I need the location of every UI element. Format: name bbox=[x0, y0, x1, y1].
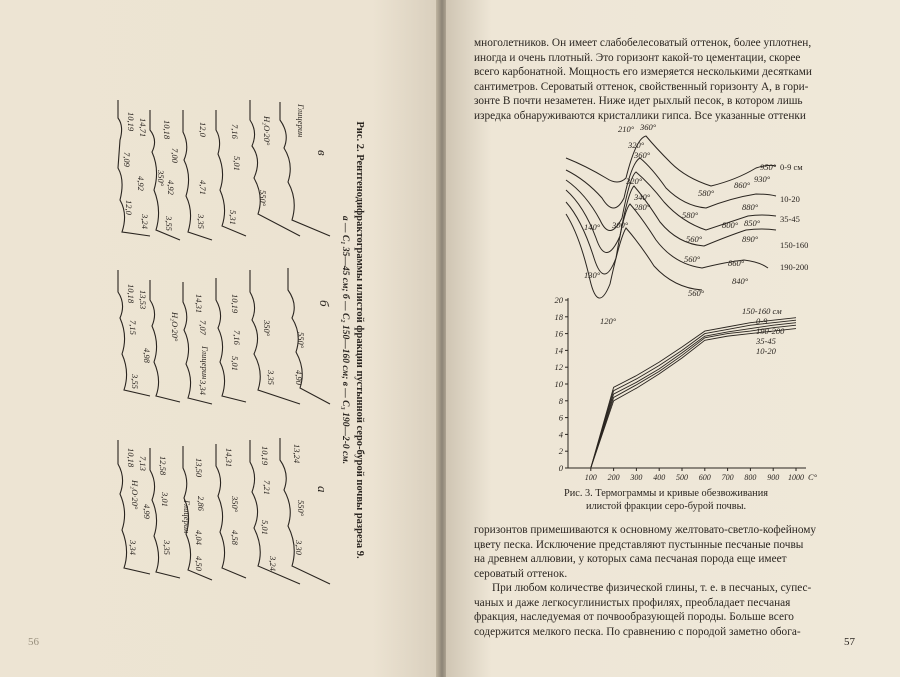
peak-label: 4,04 bbox=[194, 530, 204, 545]
legend-item: 0-9 см bbox=[780, 162, 803, 172]
x-tick-label: 600 bbox=[698, 473, 711, 482]
peak-label: 360° bbox=[634, 150, 651, 160]
peak-label: 3,34 bbox=[128, 540, 138, 555]
peak-label: 3,55 bbox=[130, 374, 140, 389]
peak-label: 3,35 bbox=[196, 214, 206, 229]
legend-item: 190-200 bbox=[780, 262, 809, 272]
peak-label: 5,01 bbox=[260, 520, 270, 535]
legend-item: 10-20 bbox=[780, 194, 800, 204]
y-tick-label: 12 bbox=[554, 362, 563, 373]
peak-label: 800° bbox=[722, 220, 739, 230]
peak-label: 4,90 bbox=[294, 370, 304, 385]
peak-label: 300° bbox=[612, 220, 629, 230]
peak-label: 7,00 bbox=[170, 148, 180, 163]
text-line: При любом количестве физической глины, т. е. в песчаных, супес- bbox=[492, 582, 812, 594]
peak-label: 12,0 bbox=[198, 122, 208, 137]
x-tick-label: 400 bbox=[653, 473, 666, 482]
y-tick-label: 8 bbox=[558, 395, 563, 406]
peak-label: 320° bbox=[626, 176, 643, 186]
x-unit-label: С° bbox=[808, 472, 818, 482]
peak-label: 14,31 bbox=[194, 294, 204, 314]
peak-label: 10,19 bbox=[260, 446, 270, 466]
y-tick-label: 18 bbox=[554, 311, 563, 322]
peak-label: 3,30 bbox=[294, 540, 304, 555]
peak-label: 4,92 bbox=[166, 180, 176, 195]
text-line: многолетников. Он имеет слабобелесоватый оттенок, более уплотнен, bbox=[474, 37, 812, 49]
legend-item: 0-9 bbox=[756, 316, 768, 326]
peak-label: 12,58 bbox=[158, 456, 168, 476]
peak-label: 550° bbox=[296, 332, 306, 349]
y-tick-label: 6 bbox=[558, 412, 563, 423]
text-line: цвету песка. Исключение представляют пустынные песчаные почвы bbox=[474, 538, 804, 551]
top-text-block bbox=[474, 36, 866, 123]
thermogram-peak-labels bbox=[584, 122, 808, 326]
peak-label: 550° bbox=[258, 190, 268, 207]
legend-item: 190-200 bbox=[756, 326, 785, 336]
peak-label: 140° bbox=[584, 222, 601, 232]
peak-label: 360° bbox=[640, 122, 657, 132]
peak-label: 7,09 bbox=[122, 152, 132, 167]
panel-label-b: б bbox=[317, 300, 332, 307]
text-line: сантиметров. Сероватый оттенок, свойственный горизонту А, в гори- bbox=[474, 80, 809, 93]
peak-label: 3,35 bbox=[162, 540, 172, 555]
x-tick-label: 900 bbox=[767, 473, 780, 482]
peak-label: 7,16 bbox=[232, 330, 242, 345]
peak-label: 130° bbox=[584, 270, 601, 280]
text-line: изредка обнаруживаются кристаллики гипса. Все указанные оттенки bbox=[474, 109, 806, 122]
panel-letters bbox=[315, 150, 332, 493]
x-tick-label: 300 bbox=[630, 473, 643, 482]
peak-label: 5,01 bbox=[230, 356, 240, 371]
peak-label: 280° bbox=[634, 202, 651, 212]
text-line: всего карбонатной. Мощность его измеряется несколькими десятками bbox=[474, 66, 812, 78]
y-tick-label: 10 bbox=[554, 379, 563, 389]
peak-label: 7,15 bbox=[128, 320, 138, 335]
page-number-right: 57 bbox=[844, 636, 855, 648]
peak-label: 550° bbox=[296, 500, 306, 517]
peak-label: 560° bbox=[686, 234, 703, 244]
figure-3-caption-line2: илистой фракции серо-бурой почвы. bbox=[585, 501, 747, 512]
text-line: сероватый оттенок. bbox=[474, 567, 568, 580]
text-line: зонте В почти незаметен. Ниже идет рыхлый песок, в котором лишь bbox=[474, 95, 803, 107]
peak-label: 13,24 bbox=[292, 444, 302, 464]
peak-label: Глицерин bbox=[200, 346, 210, 380]
left-page bbox=[0, 0, 438, 677]
peak-label: 4,71 bbox=[198, 180, 208, 195]
peak-label: 4,50 bbox=[194, 556, 204, 571]
panel-label-a: а bbox=[315, 486, 330, 493]
y-tick-label: 4 bbox=[558, 429, 563, 440]
x-ticks bbox=[585, 468, 804, 482]
x-tick-label: 500 bbox=[676, 473, 688, 482]
peak-label: 3,34 bbox=[198, 380, 208, 395]
text-line: иногда и очень плотный. Это горизонт какой-то цементации, скорее bbox=[474, 51, 801, 64]
peak-label: 950° bbox=[760, 162, 777, 172]
peak-label: 14,31 bbox=[224, 448, 234, 468]
figure-3-caption-line1: Рис. 3. Термограммы и кривые обезвоживания bbox=[564, 488, 768, 499]
x-ray-diffractogram-figure bbox=[0, 0, 438, 677]
panel-label-v: в bbox=[315, 150, 330, 156]
figure-2-caption-main: Рис. 2. Рентгенодифрактограммы илистой фракции пустынной серо-бурой почвы разреза 9. bbox=[354, 121, 365, 559]
peak-label: 3,35 bbox=[266, 370, 276, 385]
peak-label: 7,13 bbox=[138, 456, 148, 471]
legend-item: 150-160 bbox=[780, 240, 809, 250]
peak-label: 4,99 bbox=[142, 504, 152, 519]
peak-label: 13,50 bbox=[194, 458, 204, 478]
y-tick-label: 14 bbox=[554, 345, 563, 356]
thermogram-figure bbox=[506, 118, 826, 493]
legend-item: 150-160 см bbox=[742, 306, 782, 316]
peak-label: 10,19 bbox=[126, 112, 136, 132]
figure-2-caption-sub: а — C₁ 35—45 см; б — C₂ 150—160 см; в — C₃ 190—2-0 см. bbox=[340, 215, 350, 465]
peak-label: 560° bbox=[688, 288, 705, 298]
peak-label: 350° bbox=[156, 170, 166, 187]
peak-label: 4,92 bbox=[136, 176, 146, 191]
x-tick-label: 100 bbox=[584, 473, 597, 482]
peak-label: 13,53 bbox=[138, 290, 148, 310]
peak-label: 340° bbox=[634, 192, 651, 202]
y-tick-label: 20 bbox=[554, 295, 563, 305]
peak-label: 350° bbox=[230, 496, 240, 513]
peak-label: 120° bbox=[600, 316, 617, 326]
y-ticks bbox=[555, 295, 569, 473]
right-page bbox=[446, 0, 900, 677]
peak-label: 4,58 bbox=[230, 530, 240, 545]
peak-label: 10,18 bbox=[126, 448, 136, 468]
dehydration-chart bbox=[555, 295, 818, 482]
bottom-text-block bbox=[474, 523, 866, 639]
peak-label: 7,16 bbox=[230, 124, 240, 139]
peak-label: 560° bbox=[684, 254, 701, 264]
text-line: содержится мелкого песка. По сравнению с породой заметно обога- bbox=[474, 625, 801, 638]
peak-label: Глицерин bbox=[182, 500, 192, 534]
figure-2-caption bbox=[338, 60, 366, 620]
peak-label: 10,18 bbox=[126, 284, 136, 304]
peak-label: 320° bbox=[628, 140, 645, 150]
text-line: горизонтов примешиваются к основному желтовато-светло-кофейному bbox=[474, 524, 817, 536]
peak-label: 3,55 bbox=[164, 216, 174, 231]
peak-label: 7,21 bbox=[262, 480, 272, 495]
peak-label: 2,86 bbox=[196, 496, 206, 511]
peak-label: 3,24 bbox=[140, 214, 150, 229]
peak-label: 880° bbox=[742, 202, 759, 212]
peak-label: 14,71 bbox=[138, 118, 148, 138]
legend-item: 35-45 bbox=[756, 336, 776, 346]
peak-label: 5,01 bbox=[232, 156, 242, 171]
peak-label: 4,98 bbox=[142, 348, 152, 363]
peak-label: 860° bbox=[728, 258, 745, 268]
peak-label: 580° bbox=[682, 210, 699, 220]
peak-label: 890° bbox=[742, 234, 759, 244]
peak-label: 850° bbox=[744, 218, 761, 228]
peak-label: 10,18 bbox=[162, 120, 172, 140]
peak-label: Глицерин bbox=[296, 104, 306, 138]
legend-item: 35-45 bbox=[780, 214, 800, 224]
peak-label: 12,0 bbox=[124, 200, 134, 215]
peak-label: H₂O·20° bbox=[170, 312, 180, 342]
text-line: фракция, наследуемая от почвообразующей породы. Больше всего bbox=[474, 611, 794, 623]
y-tick-label: 16 bbox=[554, 328, 563, 339]
x-tick-label: 700 bbox=[721, 473, 734, 482]
peak-label: 7,07 bbox=[198, 320, 208, 335]
peak-label: 350° bbox=[262, 320, 272, 337]
text-line: на древнем аллювии, у которых сама песчаная порода еще имеет bbox=[474, 553, 787, 565]
figure-3-caption bbox=[486, 487, 846, 513]
peak-label: 3,24 bbox=[268, 556, 278, 571]
x-tick-label: 1000 bbox=[788, 473, 804, 482]
x-tick-label: 800 bbox=[744, 473, 757, 482]
y-tick-label: 2 bbox=[558, 446, 563, 457]
peak-label: 5,31 bbox=[228, 210, 238, 225]
peak-label: 840° bbox=[732, 276, 749, 286]
y-tick-label: 0 bbox=[558, 463, 563, 473]
peak-label: 210° bbox=[618, 124, 635, 134]
peak-label: 3,01 bbox=[160, 492, 170, 507]
peak-label: 930° bbox=[754, 174, 771, 184]
page-number-left: 56 bbox=[28, 636, 39, 648]
peak-label: H₂O·20° bbox=[130, 480, 140, 510]
peak-label: 860° bbox=[734, 180, 751, 190]
peak-label: 10,19 bbox=[230, 294, 240, 314]
peak-label: 580° bbox=[698, 188, 715, 198]
thermogram-curve-0-9 bbox=[566, 136, 776, 186]
legend-item: 10-20 bbox=[756, 346, 776, 356]
x-tick-label: 200 bbox=[607, 473, 620, 482]
peak-label: H₂O·20° bbox=[262, 116, 272, 146]
text-line: чаных и даже легкосуглинистых профилях, преобладает песчаная bbox=[474, 596, 791, 609]
